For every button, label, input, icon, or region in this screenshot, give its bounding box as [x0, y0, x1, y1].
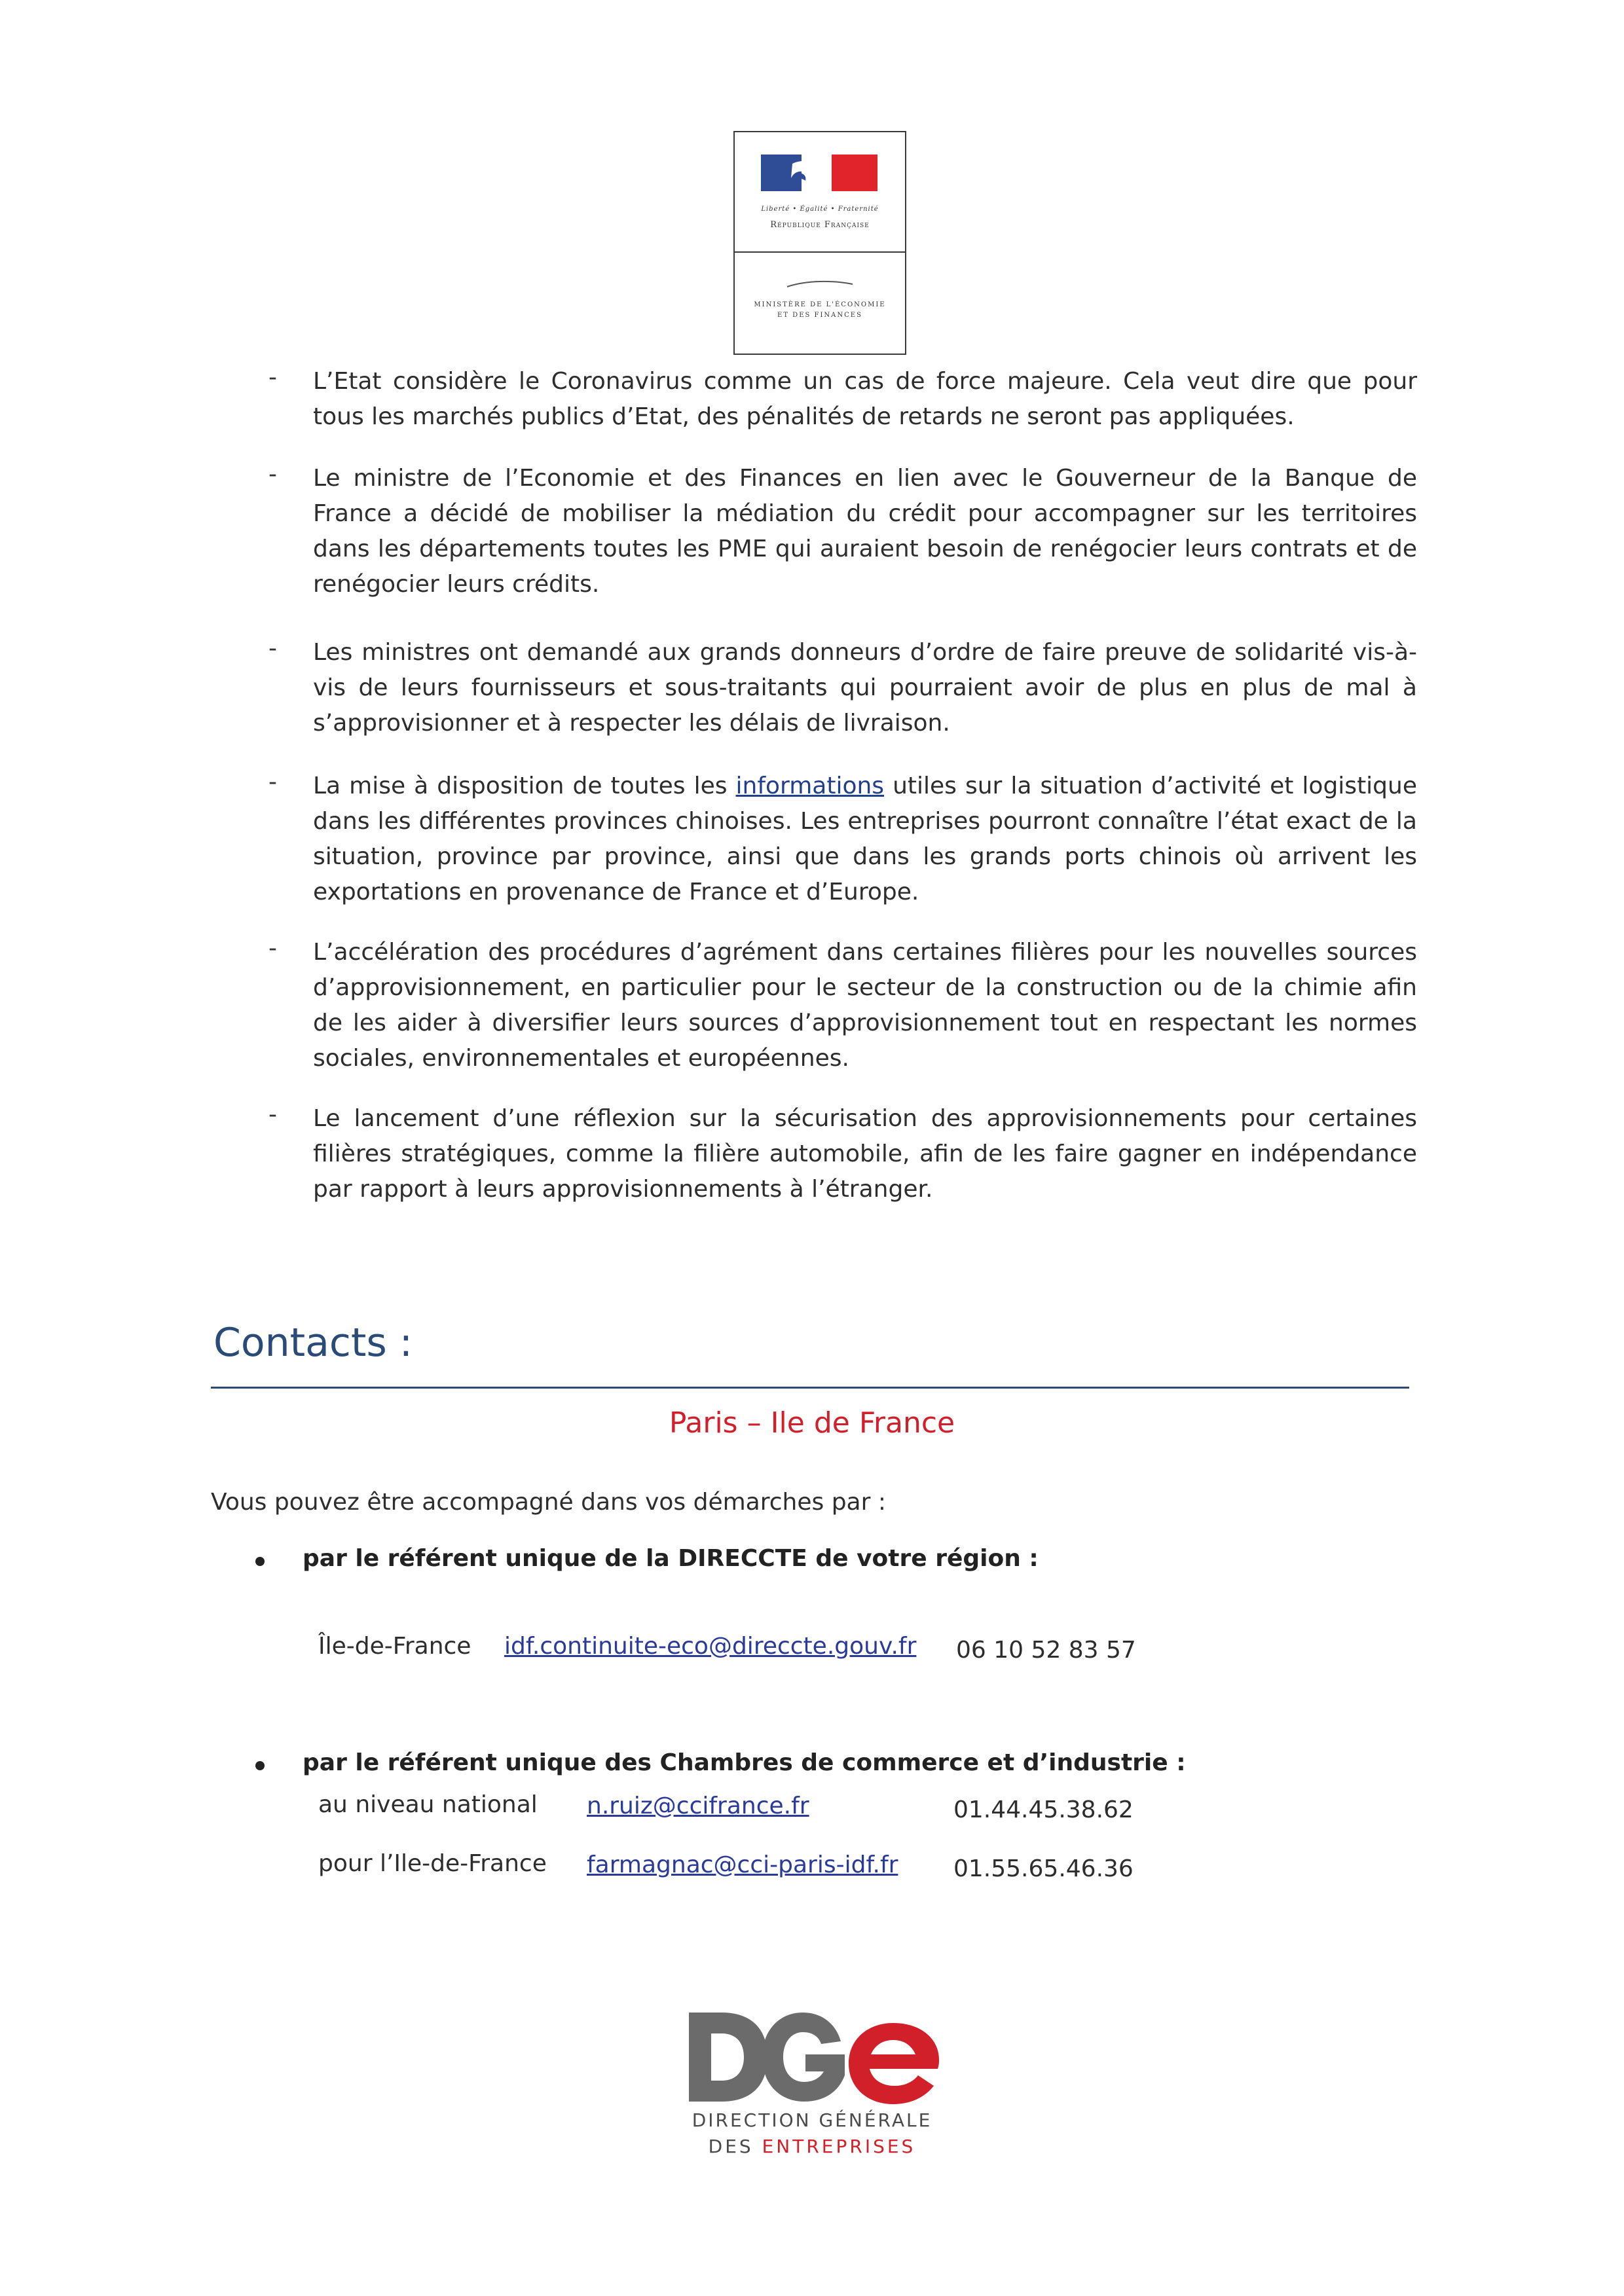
list-marker: - [268, 364, 277, 391]
dge-des: DES [708, 2136, 754, 2157]
republic-name: République Française [770, 220, 870, 230]
list-marker: - [268, 769, 277, 795]
cci-idf-label: pour l’Ile-de-France [318, 1850, 547, 1877]
direccte-heading: par le référent unique de la DIRECCTE de votre région : [303, 1545, 1039, 1572]
list-item-text: Le ministre de l’Economie et des Finances en lien avec le Gouverneur de la Banque de France a décidé de mobiliser la médiation du crédit pour accompagner sur les territoires dans les départements toutes les PME qui auraient besoin de renégocier leurs contrats et de renégocier leurs crédits. [313, 465, 1417, 598]
cci-national-label: au niveau national [318, 1791, 538, 1818]
marianne-flag-icon [735, 132, 905, 250]
ministry-name-line2: ET DES FINANCES [777, 312, 862, 319]
bullet-dot-icon [255, 1557, 265, 1566]
contacts-heading: Contacts : [213, 1320, 413, 1366]
cci-national-phone: 01.44.45.38.62 [953, 1796, 1134, 1823]
government-logo [733, 131, 906, 355]
contacts-intro: Vous pouvez être accompagné dans vos démarches par : [211, 1489, 886, 1516]
list-item-text [313, 769, 1417, 910]
list-item-text-start: La mise à disposition de toutes les [313, 773, 736, 799]
dge-name-line2 [681, 2136, 943, 2157]
cci-idf-email-link[interactable]: farmagnac@cci-paris-idf.fr [587, 1851, 898, 1878]
list-item-text: Le lancement d’une réflexion sur la sécurisation des approvisionnements pour certaines filières stratégiques, comme la filière automobile, afin de les faire gagner en indépendance par rapport à leurs approvisionnements à l’étranger. [313, 1105, 1417, 1203]
cci-national-email-link[interactable]: n.ruiz@ccifrance.fr [587, 1793, 809, 1819]
direccte-phone: 06 10 52 83 57 [956, 1637, 1136, 1664]
cci-idf-phone: 01.55.65.46.36 [953, 1855, 1134, 1882]
informations-link[interactable]: informations [735, 773, 885, 799]
list-marker: - [268, 1101, 277, 1128]
direccte-email-link[interactable]: idf.continuite-eco@direccte.gouv.fr [504, 1633, 917, 1660]
list-item-text: L’accélération des procédures d’agrément dans certaines filières pour les nouvelles sources d’approvisionnement, en particulier pour le secteur de la construction ou de la chimie afin de les aider à diversifier leurs sources d’approvisionnement tout en respectant les normes sociales, environnementales et européennes. [313, 939, 1417, 1072]
dge-entreprises: ENTREPRISES [762, 2136, 916, 2157]
government-motto: Liberté • Égalité • Fraternité [761, 206, 879, 213]
list-item-text: L’Etat considère le Coronavirus comme un cas de force majeure. Cela veut dire que pour tous les marchés publics d’Etat, des pénalités de retards ne seront pas appliquées. [313, 368, 1417, 430]
direccte-region-label: Île-de-France [318, 1633, 471, 1660]
list-marker: - [268, 935, 277, 962]
dge-mark-icon [681, 2003, 943, 2108]
list-marker: - [268, 461, 277, 488]
contacts-region-title: Paris – Ile de France [669, 1406, 955, 1440]
logo-divider [735, 251, 905, 253]
contacts-divider [211, 1387, 1409, 1389]
ministry-swoosh-icon [735, 278, 905, 293]
cci-heading: par le référent unique des Chambres de commerce et d’industrie : [303, 1749, 1186, 1776]
ministry-name-line1: MINISTÈRE DE L'ÉCONOMIE [754, 301, 886, 308]
dge-name-line1: DIRECTION GÉNÉRALE [692, 2109, 932, 2131]
list-item-text-end: utiles sur la situation d’activité et logistique dans les différentes provinces chinoises. Les entreprises pourront connaître l’état exact de la situation, province par province, ainsi que dans les grands ports chinois où arrivent les exportations en provenance de France et d’Europe. [313, 773, 1418, 905]
list-item-text: Les ministres ont demandé aux grands donneurs d’ordre de faire preuve de solidarité vis-à-vis de leurs fournisseurs et sous-traitants qui pourraient avoir de plus en plus de mal à s’approvisionner et à respecter les délais de livraison. [313, 639, 1417, 737]
list-marker: - [268, 635, 277, 662]
bullet-dot-icon [255, 1761, 265, 1770]
